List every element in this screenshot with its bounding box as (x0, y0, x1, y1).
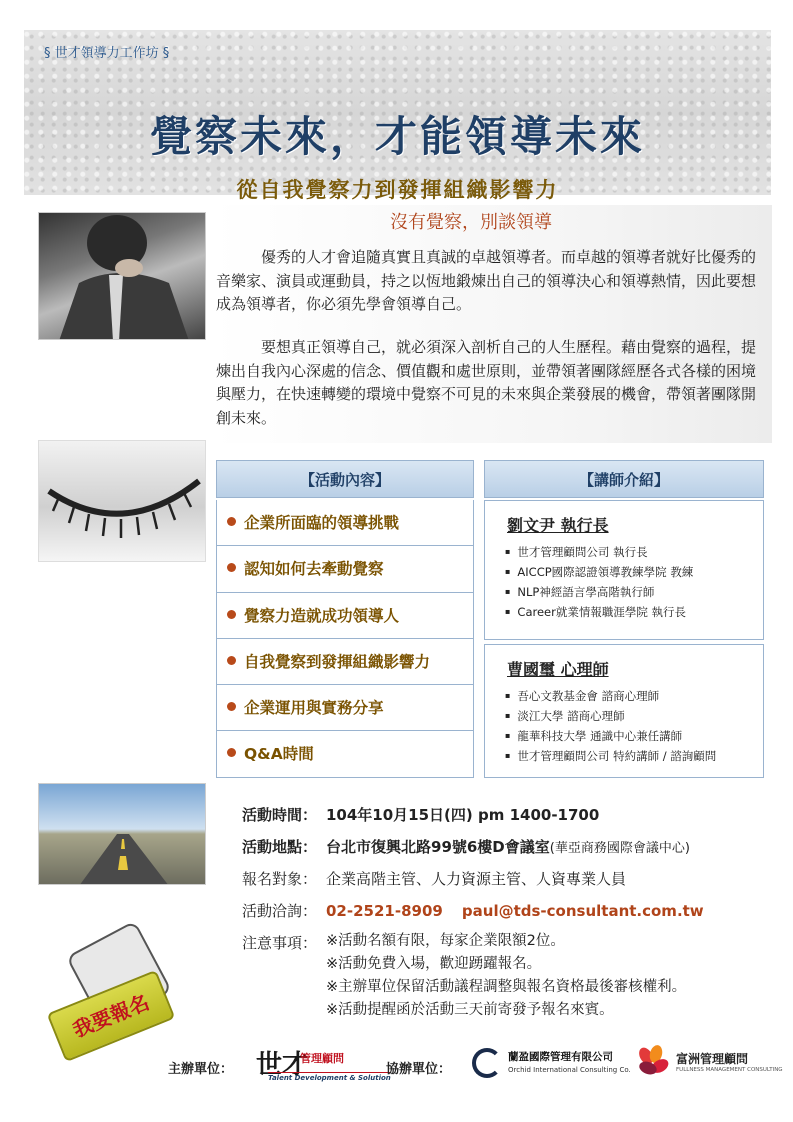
credential-item: ▪ 世才管理顧問公司 執行長 (505, 543, 693, 563)
intro-paragraph-2: 要想真正領導自己，就必須深入剖析自己的人生歷程。藉由覺察的過程，提煉出自我內心深處的信念、價值觀和處世原則，並帶領著團隊經歷各式各樣的困境與壓力，在快速轉變的環境中覺察不可見的未來與企業發展的機會，帶領著團隊開創未來。 (216, 338, 757, 427)
speaker-name: 劉文尹 執行長 (507, 516, 609, 535)
orchid-logo: 蘭盈國際管理有限公司 Orchid International Consulting Co. (472, 1046, 628, 1080)
co-organizer-label: 協辦單位： (386, 1062, 452, 1077)
list-item: Q&A時間 (217, 731, 473, 777)
list-item: 覺察力造就成功領導人 (217, 593, 473, 639)
notes-list (326, 930, 686, 1022)
fullness-petals-icon (636, 1044, 670, 1078)
road-icon (39, 784, 206, 885)
credential-item: ▪ 吾心文教基金會 諮商心理師 (505, 687, 716, 707)
credential-item: ▪ NLP神經語言學高階執行師 (505, 583, 693, 603)
header-banner (24, 30, 771, 202)
event-time-row: 活動時間： 104年10月15日(四) pm 1400-1700 (242, 806, 600, 824)
closed-eye-icon (39, 441, 206, 562)
organizer-logo-tagline: Talent Development & Solution (268, 1074, 391, 1082)
bullet-icon (227, 656, 236, 665)
speakers-heading: 【講師介紹】 (484, 460, 764, 498)
businessman-figure-icon (39, 213, 206, 340)
activities-list (216, 500, 474, 778)
speaker-card (484, 500, 764, 640)
organizer-logo-mark: 世才 (256, 1050, 309, 1080)
orchid-ring-icon (472, 1048, 502, 1078)
closed-eye-photo (38, 440, 206, 562)
event-contact-row: 活動洽詢： 02-2521-8909 paul@tds-consultant.com.tw (242, 902, 704, 920)
list-item: 企業所面臨的領導挑戰 (217, 500, 473, 546)
intro-paragraph-1: 優秀的人才會追隨真實且真誠的卓越領導者。而卓越的領導者就好比優秀的音樂家、演員或運動員，持之以恆地鍛煉出自己的領導決心和領導熱情，因此要想成為領導者，你必須先學會領導自己。 (216, 248, 757, 313)
list-item: 企業運用與實務分享 (217, 685, 473, 731)
event-notes-row: 注意事項： (242, 934, 318, 952)
fullness-logo: 富洲管理顧問 FULLNESS MANAGEMENT CONSULTING (636, 1044, 766, 1080)
contact-email-link[interactable]: paul@tds-consultant.com.tw (461, 902, 704, 920)
businessman-photo (38, 212, 206, 340)
bullet-icon (227, 702, 236, 711)
note-item: ※主辦單位保留活動議程調整與報名資格最後審核權利。 (326, 979, 687, 995)
event-place-row: 活動地點： 台北市復興北路99號6樓D會議室(華亞商務國際會議中心) (242, 838, 690, 856)
page-title: 覺察未來，才能領導未來 (149, 112, 645, 161)
organizer-logo-brand: 管理顧問 (300, 1052, 344, 1065)
speaker-credentials (505, 687, 716, 767)
bullet-icon (227, 610, 236, 619)
note-item: ※活動免費入場，歡迎踴躍報名。 (326, 956, 542, 972)
speaker-card (484, 644, 764, 778)
credential-item: ▪ 世才管理顧問公司 特約講師 / 諮詢顧問 (505, 747, 716, 767)
contact-phone: 02-2521-8909 (326, 902, 443, 920)
note-item: ※活動提醒函於活動三天前寄發予報名來賓。 (326, 1002, 614, 1018)
credential-item: ▪ Career就業情報職涯學院 執行長 (505, 603, 693, 623)
credential-item: ▪ 淡江大學 諮商心理師 (505, 707, 716, 727)
organizer-logo (256, 1044, 391, 1082)
register-button[interactable]: 我要報名 (47, 970, 176, 1062)
event-audience-row: 報名對象： 企業高階主管、人力資源主管、人資專業人員 (242, 870, 627, 888)
credential-item: ▪ AICCP國際認證領導教練學院 教練 (505, 563, 693, 583)
speaker-credentials (505, 543, 693, 623)
page-subtitle: 從自我覺察力到發揮組織影響力 (236, 177, 559, 202)
organizer-label: 主辦單位： (168, 1062, 234, 1077)
credential-item: ▪ 龍華科技大學 通識中心兼任講師 (505, 727, 716, 747)
intro-heading: 沒有覺察，別談領導 (390, 212, 552, 233)
list-item: 自我覺察到發揮組織影響力 (217, 639, 473, 685)
activities-heading: 【活動內容】 (216, 460, 474, 498)
bullet-icon (227, 517, 236, 526)
list-item: 認知如何去牽動覺察 (217, 546, 473, 592)
speaker-name: 曹國璽 心理師 (507, 660, 609, 679)
note-item: ※活動名額有限，每家企業限額2位。 (326, 933, 565, 949)
road-horizon-photo (38, 783, 206, 885)
workshop-tag: § 世才領導力工作坊 § (44, 46, 170, 61)
bullet-icon (227, 748, 236, 757)
bullet-icon (227, 563, 236, 572)
